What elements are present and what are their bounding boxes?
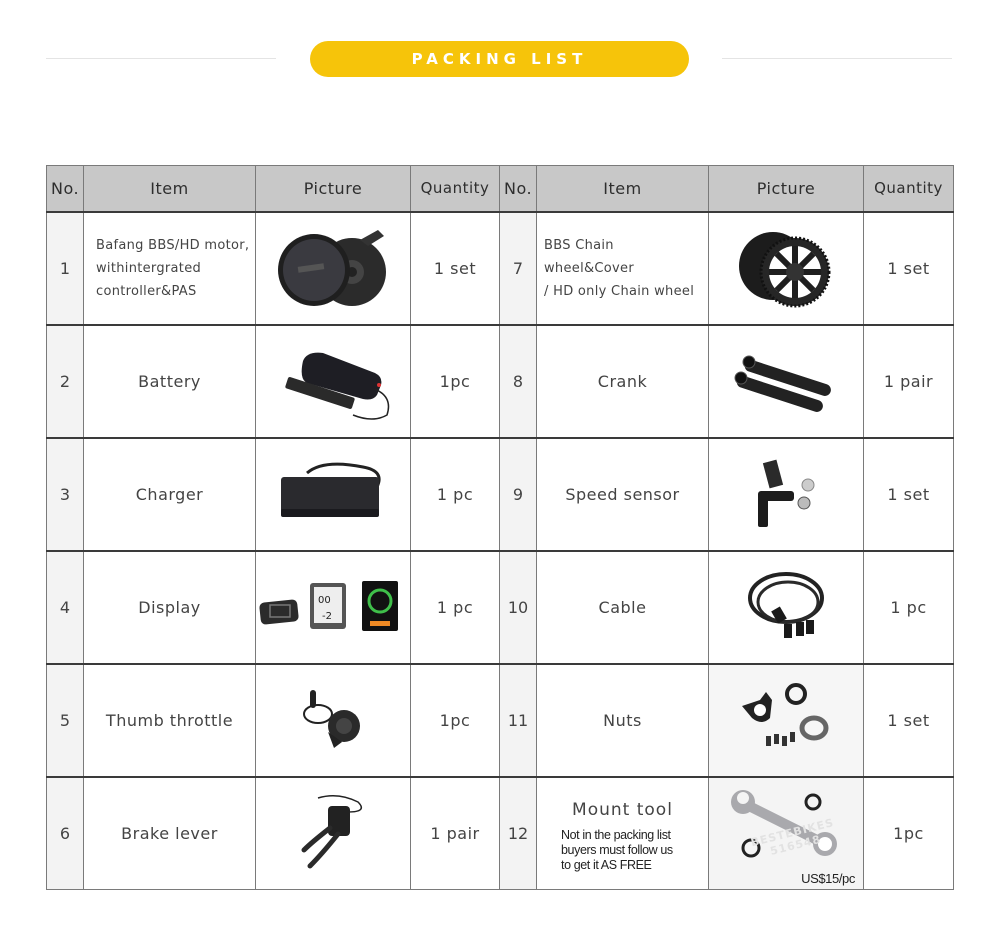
- item-quantity: 1 set: [411, 212, 500, 325]
- table-row: [47, 438, 954, 551]
- item-name: Battery: [84, 325, 256, 438]
- speed-sensor-photo: [709, 438, 864, 551]
- price-tag: US$15/pc: [801, 871, 855, 886]
- battery-icon: [263, 333, 403, 429]
- col-header-item: Item: [537, 166, 709, 212]
- page-title: PACKING LIST: [411, 50, 588, 68]
- item-number: 4: [47, 551, 84, 664]
- svg-text:00: 00: [318, 595, 331, 606]
- item-name: Brake lever: [84, 777, 256, 890]
- item-name: [537, 777, 709, 890]
- col-header-no: No.: [47, 166, 84, 212]
- item-quantity: 1 pc: [411, 551, 500, 664]
- crank-icon: [731, 346, 841, 416]
- packing-list-table: [46, 165, 954, 890]
- item-quantity: 1 set: [864, 212, 954, 325]
- item-quantity: 1pc: [411, 325, 500, 438]
- item-quantity: 1 pair: [864, 325, 954, 438]
- item-number: 6: [47, 777, 84, 890]
- svg-text:-2: -2: [322, 611, 332, 622]
- col-header-quantity: Quantity: [864, 166, 954, 212]
- chain-wheel-photo: [709, 212, 864, 325]
- item-number: 3: [47, 438, 84, 551]
- display-icon: [258, 577, 408, 637]
- item-quantity: 1 pair: [411, 777, 500, 890]
- note-line: buyers must follow us: [561, 842, 673, 857]
- col-header-quantity: Quantity: [411, 166, 500, 212]
- mount-tool-title: Mount tool: [572, 799, 673, 820]
- table-row: [47, 551, 954, 664]
- chain-wheel-icon: [731, 222, 841, 314]
- item-quantity: 1pc: [864, 777, 954, 890]
- item-name: Nuts: [537, 664, 709, 777]
- watermark: BESTEBIKES 516548: [749, 815, 836, 858]
- col-header-picture: Picture: [709, 166, 864, 212]
- nuts-photo: [709, 664, 864, 777]
- item-name: Thumb throttle: [84, 664, 256, 777]
- brake-lever-photo: [256, 777, 411, 890]
- item-number: 7: [500, 212, 537, 325]
- mid-drive-motor-photo: [256, 212, 411, 325]
- item-number: 11: [500, 664, 537, 777]
- display-options-photo: [256, 551, 411, 664]
- col-header-item: Item: [84, 166, 256, 212]
- brake-lever-icon: [288, 788, 378, 878]
- item-name: [537, 212, 709, 325]
- item-quantity: 1 pc: [864, 551, 954, 664]
- thumb-throttle-photo: [256, 664, 411, 777]
- cable-icon: [736, 562, 836, 652]
- nuts-icon: [736, 678, 836, 762]
- crank-photo: [709, 325, 864, 438]
- page-title-banner: [310, 41, 689, 77]
- mount-tool-photo: [709, 777, 864, 890]
- motor-icon: [268, 220, 398, 316]
- item-number: 5: [47, 664, 84, 777]
- cable-photo: [709, 551, 864, 664]
- item-quantity: 1 set: [864, 664, 954, 777]
- header-divider-left: [46, 58, 276, 59]
- table-row: [47, 777, 954, 890]
- table-row: [47, 212, 954, 325]
- speed-sensor-icon: [736, 449, 836, 539]
- item-name-line: controller&PAS: [96, 283, 197, 299]
- item-quantity: 1pc: [411, 664, 500, 777]
- item-name-line: BBS Chain wheel&Cover: [544, 237, 634, 276]
- item-quantity: 1 pc: [411, 438, 500, 551]
- battery-photo: [256, 325, 411, 438]
- item-name-line: / HD only Chain wheel: [544, 283, 695, 299]
- table-row: [47, 664, 954, 777]
- item-number: 2: [47, 325, 84, 438]
- table-header-row: [47, 166, 954, 212]
- header-divider-right: [722, 58, 952, 59]
- item-quantity: 1 set: [864, 438, 954, 551]
- item-number: 12: [500, 777, 537, 890]
- note-line: to get it AS FREE: [561, 857, 652, 872]
- item-number: 10: [500, 551, 537, 664]
- col-header-picture: Picture: [256, 166, 411, 212]
- item-name: Crank: [537, 325, 709, 438]
- charger-photo: [256, 438, 411, 551]
- item-name: Cable: [537, 551, 709, 664]
- col-header-no: No.: [500, 166, 537, 212]
- item-name: Charger: [84, 438, 256, 551]
- item-number: 9: [500, 438, 537, 551]
- note-line: Not in the packing list: [561, 827, 671, 842]
- item-name: Display: [84, 551, 256, 664]
- item-name: Speed sensor: [537, 438, 709, 551]
- mount-tool-note: [537, 828, 708, 873]
- item-number: 8: [500, 325, 537, 438]
- item-name-line: withintergrated: [96, 260, 202, 276]
- item-number: 1: [47, 212, 84, 325]
- thumb-throttle-icon: [288, 680, 378, 760]
- table-row: [47, 325, 954, 438]
- item-name: [84, 212, 256, 325]
- charger-icon: [273, 459, 393, 529]
- item-name-line: Bafang BBS/HD motor,: [96, 237, 250, 253]
